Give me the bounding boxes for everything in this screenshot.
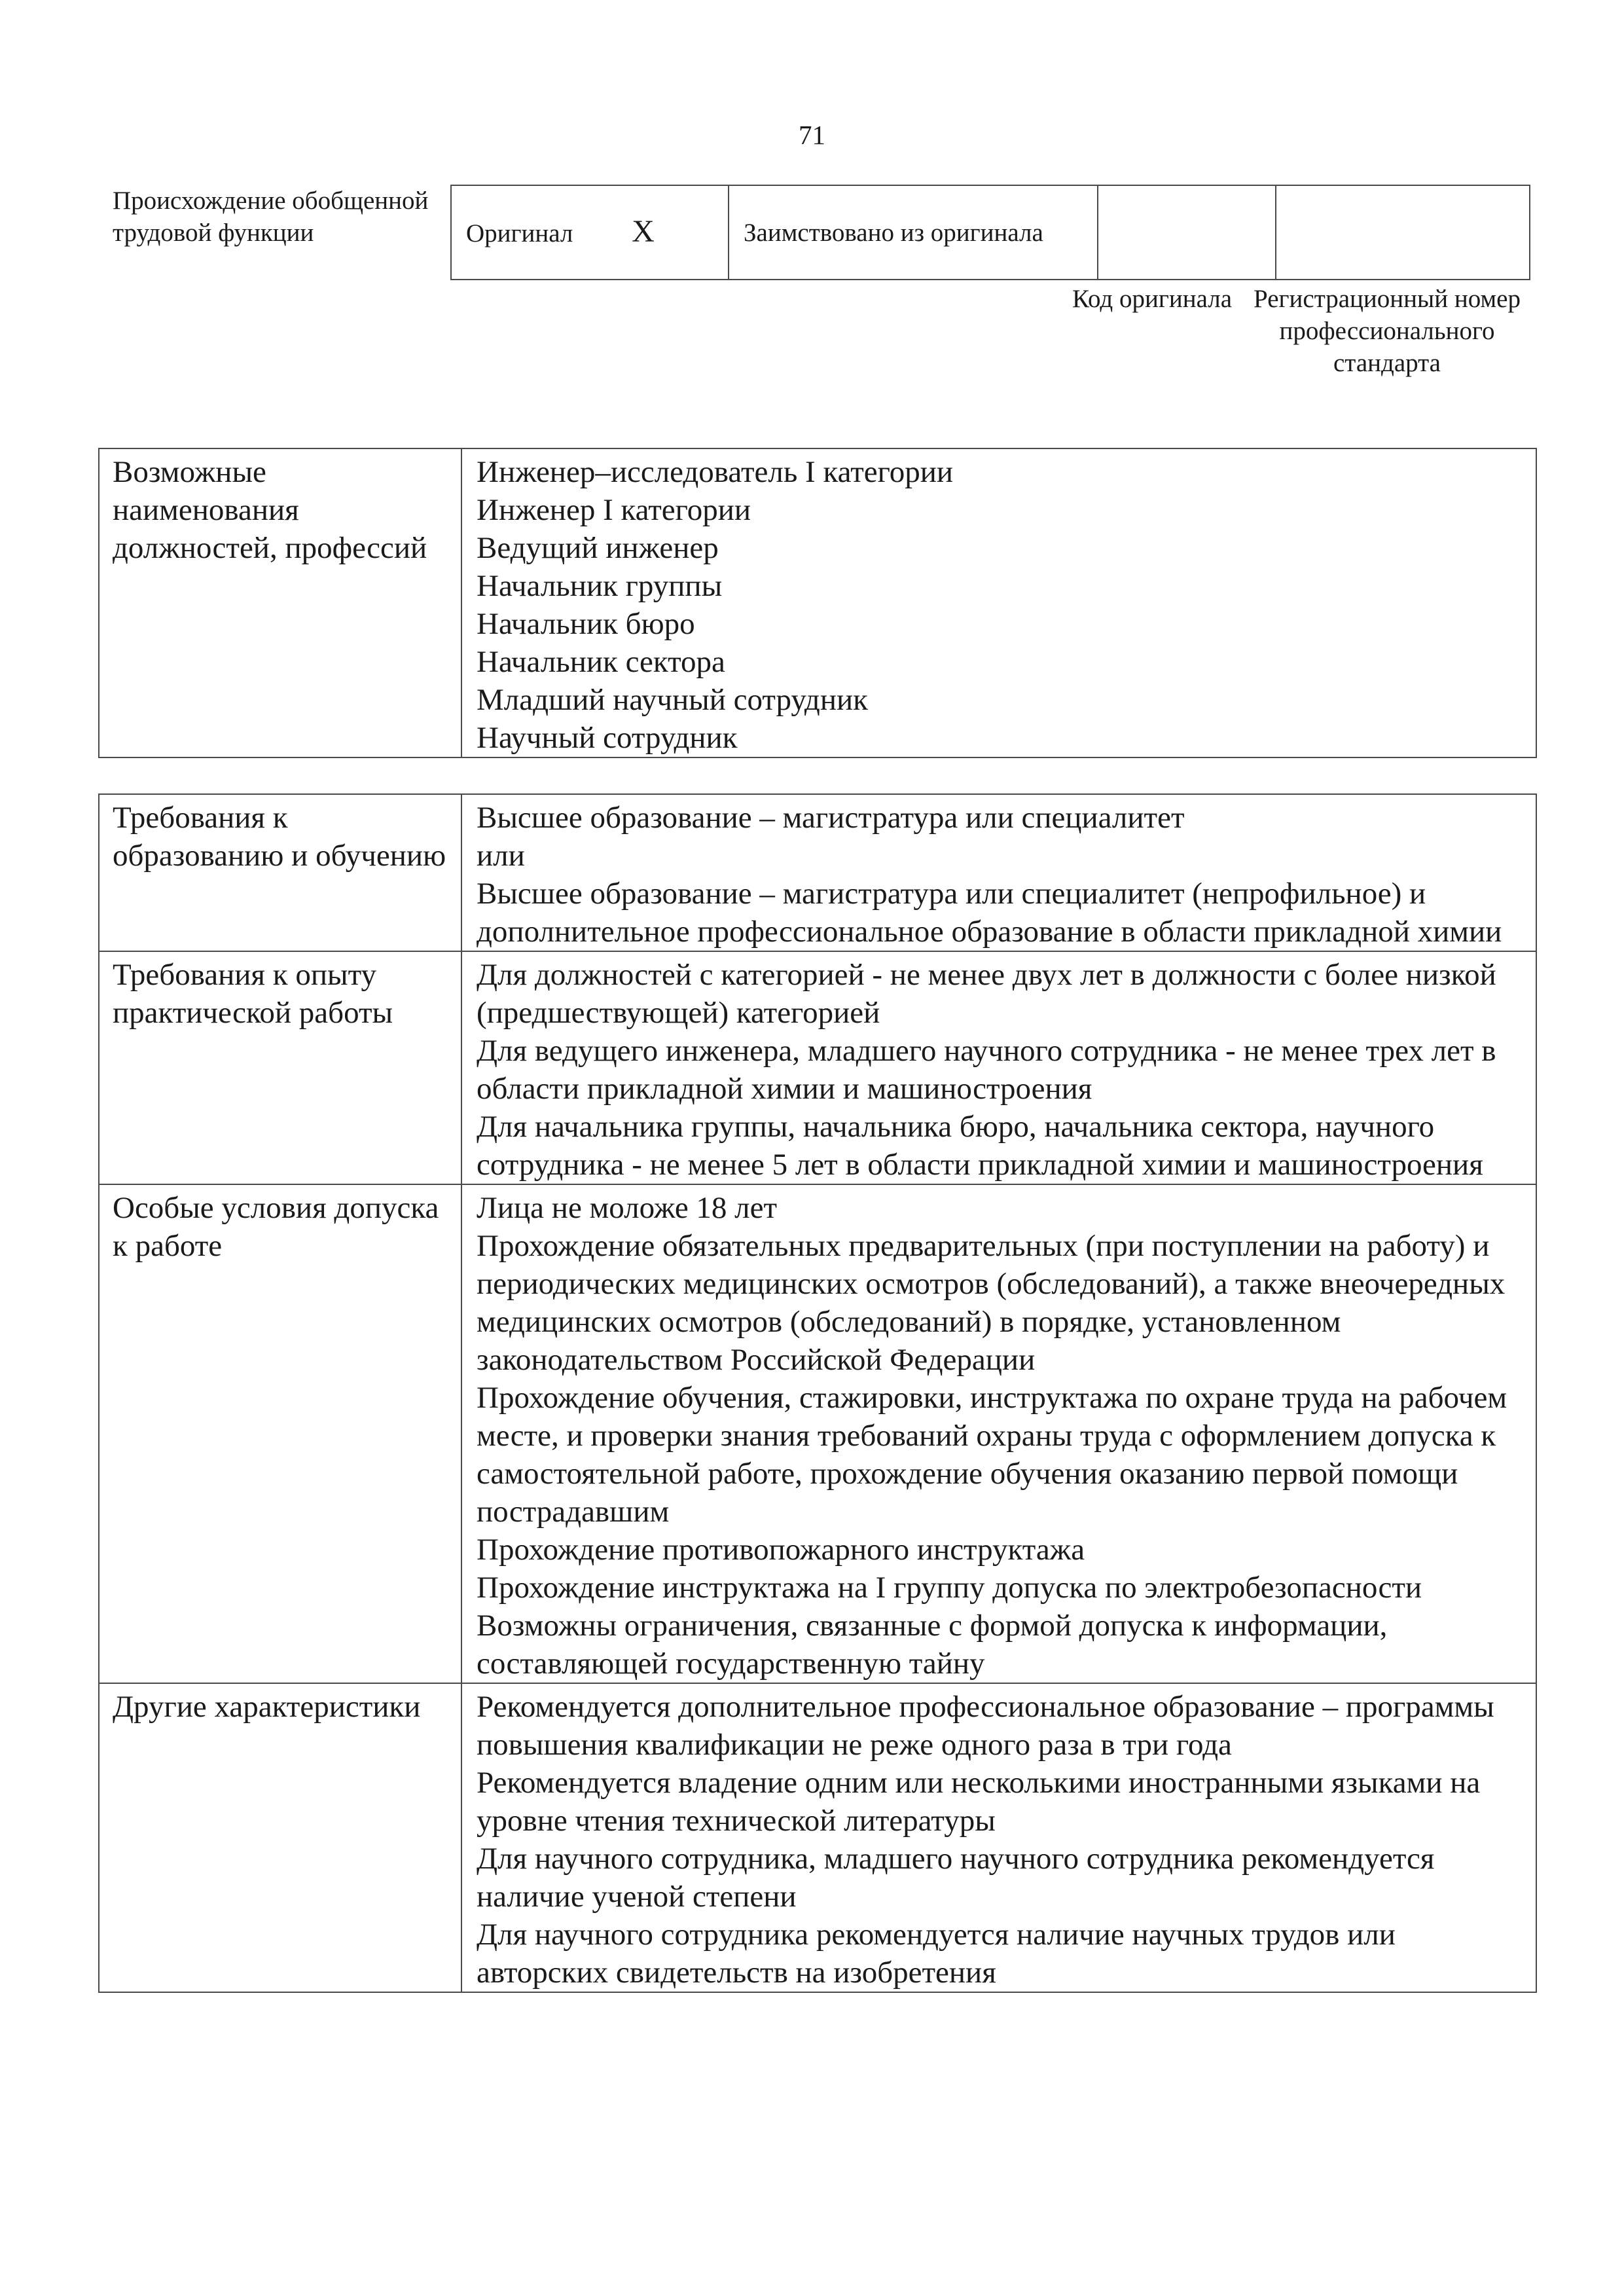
table-row	[99, 448, 1536, 757]
position-item: Начальник сектора	[477, 645, 725, 679]
requirement-line: Для научного сотрудника, младшего научного сотрудника рекомендуется наличие ученой степени	[477, 1842, 1435, 1914]
table-row	[99, 794, 1536, 951]
education-content	[461, 794, 1536, 951]
positions-label: Возможные наименования должностей, профессий	[99, 448, 461, 757]
origin-borrowed-cell: Заимствовано из оригинала	[729, 185, 1098, 280]
requirement-line: Лица не моложе 18 лет	[477, 1191, 778, 1225]
special-conditions-label: Особые условия допуска к работе	[99, 1184, 461, 1683]
special-conditions-content	[461, 1184, 1536, 1683]
experience-label: Требования к опыту практической работы	[99, 951, 461, 1184]
requirement-line: Возможны ограничения, связанные с формой допуска к информации, составляющей государственную тайну	[477, 1609, 1388, 1681]
table-row	[99, 1683, 1536, 1992]
position-item: Младший научный сотрудник	[477, 683, 868, 717]
requirement-line: Прохождение обучения, стажировки, инструктажа по охране труда на рабочем месте, и проверки знания требований охраны труда с оформлением допуска к самостоятельной работе, прохождение обучения оказанию первой помощи пострадавшим	[477, 1381, 1507, 1529]
requirement-line: Высшее образование – магистратура или специалитет	[477, 801, 1185, 835]
requirement-line: Для научного сотрудника рекомендуется наличие научных трудов или авторских свидетельств на изобретения	[477, 1918, 1396, 1990]
origin-original-cell	[451, 185, 729, 280]
page-number: 71	[799, 120, 825, 150]
requirement-line: Для должностей с категорией - не менее двух лет в должности с более низкой (предшествующей) категорией	[477, 958, 1496, 1030]
requirement-line: Прохождение обязательных предварительных (при поступлении на работу) и периодических медицинских осмотров (обследований), а также внеочередных медицинских осмотров (обследований) в порядке, установленном законодательством Российской Федерации	[477, 1229, 1506, 1377]
table-row	[99, 1184, 1536, 1683]
other-characteristics-content	[461, 1683, 1536, 1992]
origin-code-caption: Код оригинала	[1072, 285, 1233, 313]
origin-reg-caption: Регистрационный номер профессионального стандарта	[1254, 285, 1521, 377]
positions-list	[461, 448, 1536, 757]
position-item: Инженер–исследователь I категории	[477, 455, 954, 489]
requirement-line: Рекомендуется дополнительное профессиональное образование – программы повышения квалификации не реже одного раза в три года	[477, 1690, 1494, 1762]
origin-reg-number-cell	[1276, 185, 1530, 280]
origin-label: Происхождение обобщенной трудовой функции	[113, 187, 429, 247]
position-item: Начальник бюро	[477, 607, 695, 641]
requirement-line: Рекомендуется владение одним или несколькими иностранными языками на уровне чтения технической литературы	[477, 1766, 1481, 1838]
other-characteristics-label: Другие характеристики	[99, 1683, 461, 1992]
position-item: Инженер I категории	[477, 493, 751, 527]
requirement-line: Прохождение инструктажа на I группу допуска по электробезопасности	[477, 1571, 1422, 1605]
origin-table	[450, 185, 1530, 280]
origin-original-label: Оригинал	[466, 219, 573, 247]
position-item: Начальник группы	[477, 569, 723, 603]
requirement-line: Высшее образование – магистратура или специалитет (непрофильное) и дополнительное профессиональное образование в области прикладной химии	[477, 877, 1502, 949]
positions-table	[98, 448, 1537, 758]
education-label: Требования к образованию и обучению	[99, 794, 461, 951]
requirement-line: или	[477, 839, 525, 873]
table-row	[99, 951, 1536, 1184]
requirements-table	[98, 793, 1537, 1993]
requirement-line: Для ведущего инженера, младшего научного сотрудника - не менее трех лет в области прикладной химии и машиностроения	[477, 1034, 1496, 1106]
requirement-line: Прохождение противопожарного инструктажа	[477, 1533, 1085, 1567]
origin-original-mark: X	[632, 214, 655, 249]
requirement-line: Для начальника группы, начальника бюро, начальника сектора, научного сотрудника - не менее 5 лет в области прикладной химии и машиностроения	[477, 1110, 1483, 1182]
position-item: Ведущий инженер	[477, 531, 719, 565]
position-item: Научный сотрудник	[477, 721, 738, 755]
experience-content	[461, 951, 1536, 1184]
origin-code-cell	[1098, 185, 1276, 280]
